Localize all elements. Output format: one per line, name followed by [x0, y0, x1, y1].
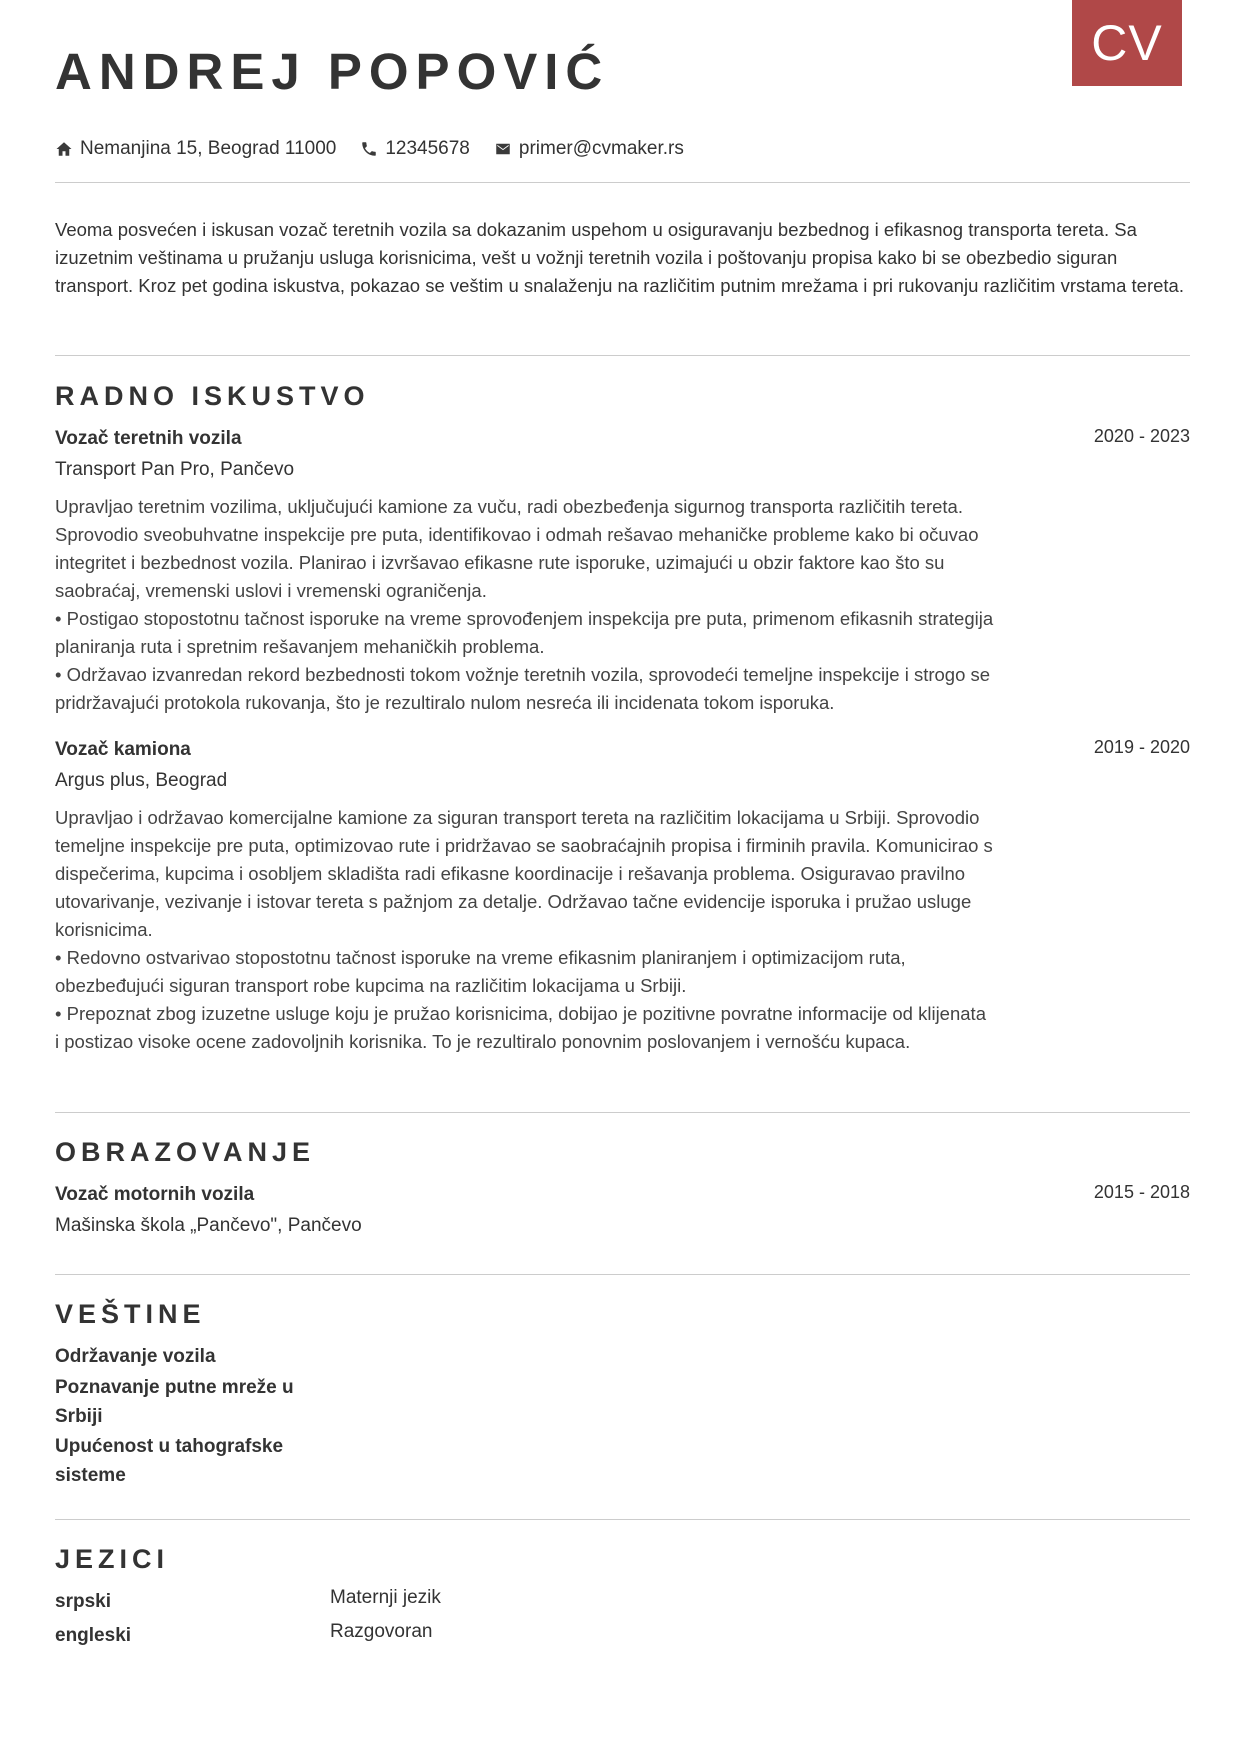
section-title-skills: VEŠTINE — [55, 1299, 206, 1329]
language-level: Razgovoran — [330, 1621, 433, 1642]
education-school: Mašinska škola „Pančevo", Pančevo — [55, 1215, 362, 1236]
job-dates: 2020 - 2023 — [1093, 426, 1190, 446]
phone-text: 12345678 — [385, 138, 470, 159]
cv-badge: CV — [1072, 0, 1182, 86]
profile-summary: Veoma posvećen i iskusan vozač teretnih vozila sa dokazanim uspehom u osiguravanju bezbednog i efikasnog transporta tereta. Sa izuzetnim veštinama u pružanju usluga korisnicima, vešt u vožnji teretnih vozila i poštovanju propisa kako bi se obezbedio siguran transport. Kroz pet godina iskustva, pokazao se veštim u snalaženju na različitim putnim mrežama i pri rukovanju različitim vrstama tereta. — [55, 219, 1184, 296]
job-achievement: • Postigao stopostotnu tačnost isporuke na vreme sprovođenjem inspekcija pre puta, primenom efikasnih strategija planiranja ruta i spretnim rešavanjem mehaničkih problema. — [55, 608, 994, 657]
phone-icon — [360, 140, 378, 158]
job-description-text: Upravljao i održavao komercijalne kamione za siguran transport tereta na različitim lokacijama u Srbiji. Sprovodio temeljne inspekcije pre puta, optimizovao rute i pridržavao se saobraćajnih propisa i firminih pravila. Komunicirao s dispečerima, kupcima i osobljem skladišta radi efikasne koordinacije i rešavanja problema. Osiguravao pravilno utovarivanje, vezivanje i istovar tereta s pažnjom za detalje. Održavao tačne evidencije isporuka i pružao usluge korisnicima. — [55, 807, 993, 940]
language-level: Maternji jezik — [330, 1587, 441, 1608]
job-dates: 2019 - 2020 — [1093, 737, 1190, 757]
divider — [55, 182, 1190, 183]
address-text: Nemanjina 15, Beograd 11000 — [80, 138, 337, 159]
job-description-text: Upravljao teretnim vozilima, uključujući kamione za vuču, radi obezbeđenja sigurnog transporta različitih tereta. Sprovodio sveobuhvatne inspekcije pre puta, identifikovao i odmah rešavao mehaničke probleme kako bi očuvao integritet i bezbednost vozila. Planirao i izvršavao efikasne rute isporuke, uzimajući u obzir faktore kao što su saobraćaj, vremenski uslovi i vremenski ograničenja. — [55, 496, 979, 601]
cv-page — [55, 0, 1190, 1754]
skill-item: Upućenost u tahografske sisteme — [55, 1436, 284, 1486]
job-achievement: • Održavao izvanredan rekord bezbednosti tokom vožnje teretnih vozila, sprovodeći temeljne inspekcije i strogo se pridržavajući protokola rukovanja, što je rezultiralo nulom nesreća ili incidenata tokom isporuka. — [55, 664, 991, 713]
job-company: Argus plus, Beograd — [55, 770, 228, 791]
divider — [55, 1274, 1190, 1275]
divider — [55, 1519, 1190, 1520]
job-achievement: • Prepoznat zbog izuzetne usluge koju je pružao korisnicima, dobijao je pozitivne povratne informacije od klijenata i postizao visoke ocene zadovoljnih korisnika. To je rezultiralo ponovnim poslovanjem i vernošću kupaca. — [55, 1003, 986, 1052]
job-company: Transport Pan Pro, Pančevo — [55, 459, 295, 480]
education-degree: Vozač motornih vozila — [55, 1184, 255, 1205]
job-description — [55, 493, 995, 717]
skill-item: Održavanje vozila — [55, 1346, 216, 1367]
contact-email — [494, 138, 684, 160]
job-title: Vozač teretnih vozila — [55, 428, 242, 449]
job-title: Vozač kamiona — [55, 739, 191, 760]
job-description — [55, 804, 995, 1056]
language-name: engleski — [55, 1625, 132, 1646]
section-title-languages: JEZICI — [55, 1544, 170, 1574]
language-name: srpski — [55, 1591, 111, 1612]
section-title-experience: RADNO ISKUSTVO — [55, 381, 370, 411]
skill-item: Poznavanje putne mreže u Srbiji — [55, 1377, 294, 1427]
contact-address — [55, 138, 336, 160]
job-achievement: • Redovno ostvarivao stopostotnu tačnost isporuke na vreme efikasnim planiranjem i optimizacijom ruta, obezbeđujući siguran transport robe kupcima na različitim lokacijama u Srbiji. — [55, 947, 906, 996]
mail-icon — [494, 140, 512, 158]
contact-bar — [55, 138, 708, 160]
email-text: primer@cvmaker.rs — [518, 138, 684, 159]
home-icon — [55, 140, 73, 158]
section-title-education: OBRAZOVANJE — [55, 1137, 316, 1167]
education-dates: 2015 - 2018 — [1093, 1182, 1190, 1202]
divider — [55, 355, 1190, 356]
divider — [55, 1112, 1190, 1113]
contact-phone — [360, 138, 470, 160]
person-name: ANDREJ POPOVIĆ — [55, 43, 610, 100]
